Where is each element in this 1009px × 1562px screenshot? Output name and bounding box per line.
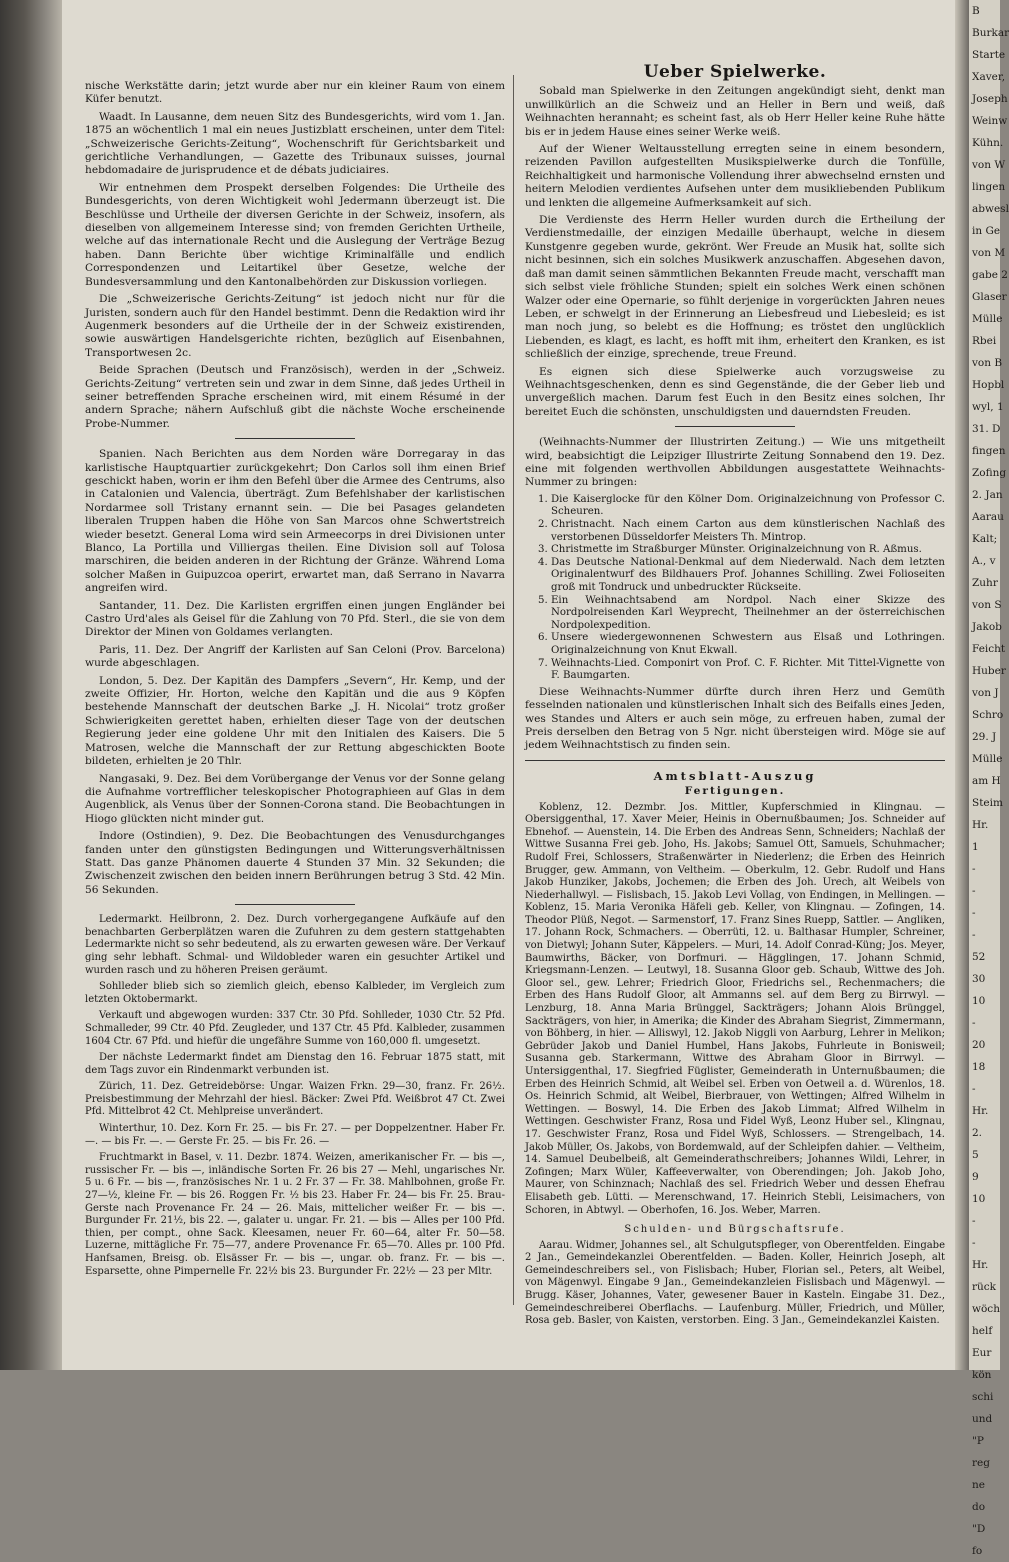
list-item: 5. Ein Weihnachtsabend am Nordpol. Nach einer Skizze des Nordpolreisenden Karl Weyprecht, Theilnehmer an der österreichischen Nordpolexpedition.: [551, 595, 945, 633]
paragraph-waadt: Waadt. In Lausanne, dem neuen Sitz des Bundesgerichts, wird vom 1. Jan. 1875 an wöchentlich 1 mal ein neues Justizblatt erscheinen, unter dem Titel: „Schweizerische Gerichts-Zeitung“, Wochenschrift für Gerichtsbarkeit und gerichtliche Verhandlungen, — Gazette des Tribunaux suisses, journal hebdomadaire de jurisprudence et de débats judiciaires.: [85, 110, 505, 177]
list-item: 6. Unsere wiedergewonnenen Schwestern aus Elsaß und Lothringen. Originalzeichnung von Knut Ekwall.: [551, 632, 945, 657]
edge-text-fragment: -: [972, 1237, 976, 1249]
edge-text-fragment: fo: [972, 1545, 983, 1557]
separator-rule: [235, 438, 355, 439]
edge-text-fragment: kön: [972, 1369, 992, 1381]
edge-text-fragment: -: [972, 1083, 976, 1095]
edge-text-fragment: von B: [972, 357, 1003, 369]
separator-rule: [525, 760, 945, 761]
list-item: 3. Christmette im Straßburger Münster. Originalzeichnung von R. Aßmus.: [551, 544, 945, 557]
paragraph-paris: Paris, 11. Dez. Der Angriff der Karlisten auf San Celoni (Prov. Barcelona) wurde abgeschlagen.: [85, 643, 505, 670]
edge-text-fragment: 2.: [972, 1127, 983, 1139]
paragraph: nische Werkstätte darin; jetzt wurde aber nur ein kleiner Raum von einem Küfer benutzt.: [85, 80, 505, 106]
edge-text-fragment: rück: [972, 1281, 997, 1293]
binding-gutter: [0, 0, 62, 1370]
paragraph-zuerich: Zürich, 11. Dez. Getreidebörse: Ungar. Waizen Frkn. 29—30, franz. Fr. 26½. Preisbestimmung der Mehrzahl der hiesl. Bäcker: Zwei Pfd. Weißbrot 47 Ct. Zwei Pfd. Mittelbrot 42 Ct. Mehlpreise unverändert.: [85, 1081, 505, 1118]
edge-text-fragment: von J: [972, 687, 999, 699]
edge-text-fragment: Rbei: [972, 335, 997, 347]
edge-text-fragment: Hr.: [972, 1259, 989, 1271]
paragraph: Beide Sprachen (Deutsch und Französisch), werden in der „Schweiz. Gerichts-Zeitung“ vertreten sein und zwar in dem Sinne, daß jedes Urtheil in seiner betreffenden Sprache erscheinen wird, mit einem Résumé in der andern Sprache; nähern Aufschluß gibt die nächste Woche erscheinende Probe-Nummer.: [85, 364, 505, 430]
edge-text-fragment: -: [972, 1215, 976, 1227]
section-heading: Amtsblatt-Auszug: [653, 768, 817, 783]
edge-text-fragment: Hr.: [972, 819, 989, 831]
paragraph: Es eignen sich diese Spielwerke auch vorzugsweise zu Weihnachtsgeschenken, denn es sind Gegenstände, die der Geber lieb und unvergeßlich machen. Darum fest Euch in den Besitz eines solchen, Ihr bereitet Euch die schönsten, unschuldigsten und dauerndsten Freuden.: [525, 365, 945, 418]
adjacent-page-edge: [969, 0, 1009, 1557]
edge-text-fragment: von M: [972, 247, 1006, 259]
edge-text-fragment: Starte: [972, 49, 1006, 61]
edge-text-fragment: Steim: [972, 797, 1003, 809]
edge-text-fragment: wöch: [972, 1303, 1000, 1315]
edge-text-fragment: 31. D: [972, 423, 1001, 435]
paragraph-spanien: Spanien. Nach Berichten aus dem Norden wäre Dorregaray in das karlistische Hauptquartier zurückgekehrt; Don Carlos soll ihm einen Brief geschickt haben, worin er ihm den Befehl über die Armee des Centrums, also in Catalonien und Valencia, überträgt. Zum Befehlshaber der karlistischen Nordarmee soll Tristany ernannt sein. — Die bei Pasages gelandeten liberalen Truppen haben die Höhe von San Marcos ohne Schwertstreich wieder besetzt. General Loma wird sein Armeecorps in drei Divisionen unter Blanco, La Portilla und Villiergas theilen. Eine Division soll auf Tolosa marschiren, die beiden anderen in der Richtung der Gränze. Während Loma solcher Maßen in Guipuzcoa operirt, erwartet man, daß Serrano in Navarra angreifen wird.: [85, 448, 505, 595]
separator-rule: [675, 426, 795, 427]
paragraph-fruchtmarkt: Fruchtmarkt in Basel, v. 11. Dezbr. 1874. Weizen, amerikanischer Fr. — bis —, russischer Fr. — bis —, inländische Sorten Fr. 26 bis 27 — Mehl, ungarisches Nr. 5 u. 6 Fr. — bis —, französisches Nr. 1 u. 2 Fr. 37 — Fr. 38. Mahlbohnen, große Fr. 27—½, kleine Fr. — bis 26. Roggen Fr. ½ bis 23. Haber Fr. 24— bis Fr. 25. Brau-Gerste nach Provenance Fr. 24 — 26. Mais, mittelicher weißer Fr. — bis —. Burgunder Fr. 21½, bis 22. —, galater u. ungar. Fr. 21. — bis — Alles per 100 Pfd. thien, per compt., ohne Sack. Kleesamen, neuer Fr. 60—64, alter Fr. 50—58. Luzerne, mittägliche Fr. 75—77, andere Provenance Fr. 65—70. Alles pr. 100 Pfd. Hanfsamen, Breisg. ob. Elsässer Fr. — bis —, ungar. ob. franz. Fr. — bis —. Esparsette, ohne Pimpernelle Fr. 22½ bis 23. Burgunder Fr. 22½ — 23 per Mltr.: [85, 1152, 505, 1277]
column-divider: [513, 75, 514, 1305]
right-column: [525, 62, 946, 1332]
edge-text-fragment: do: [972, 1501, 986, 1513]
edge-text-fragment: 52: [972, 951, 986, 963]
paragraph-indore: Indore (Ostindien), 9. Dez. Die Beobachtungen des Venusdurchganges fanden unter den günstigsten Bedingungen und Witterungsverhältnissen Statt. Das ganze Phänomen dauerte 4 Stunden 37 Min. 32 Sekunden; die Zwischenzeit zwischen den beiden innern Berührungen betrug 3 Std. 42 Min. 56 Sekunden.: [85, 830, 505, 896]
edge-text-fragment: Aarau: [972, 511, 1004, 523]
edge-text-fragment: -: [972, 907, 976, 919]
edge-text-fragment: Zofing: [972, 467, 1007, 479]
edge-text-fragment: 29. J: [972, 731, 997, 743]
edge-text-fragment: 2. Jan: [972, 489, 1003, 501]
edge-text-fragment: und: [972, 1413, 993, 1425]
edge-text-fragment: -: [972, 863, 976, 875]
edge-text-fragment: 30: [972, 973, 986, 985]
list-item: 2. Christnacht. Nach einem Carton aus dem künstlerischen Nachlaß des verstorbenen Düsseldorfer Meisters Th. Mintrop.: [551, 519, 945, 544]
paragraph-fertigungen: Koblenz, 12. Dezmbr. Jos. Mittler, Kupferschmied in Klingnau. — Obersiggenthal, 17. Xaver Meier, Heinis in Obernußbaumen; Jos. Schneider auf Ebnehof. — Auenstein, 14. Die Erben des Andreas Senn, Schneiders; Nachlaß der Wittwe Susanna Frei geb. Joho, Hs. Jakobs; Samuel Ott, Samuels, Schuhmacher; Rudolf Frei, Schlossers, Straßenwärter in Niederlenz; die Erben des Heinrich Brugger, gew. Ammann, von Veltheim. — Oberkulm, 12. Gebr. Rudolf und Hans Jakob Hunziker, Jakobs, Jochemen; die Erben des Joh. Urech, alt Weibels von Niederhallwyl. — Fislisbach, 15. Jakob Levi Vollag, von Endingen, in Mellingen. — Koblenz, 15. Maria Veronika Häfeli geb. Keller, von Klingnau. — Zofingen, 14. Theodor Plüß, Negot. — Sarmenstorf, 17. Franz Sines Ruepp, Sattler. — Angliken, 17. Johann Rock, Schmachers. — Oberrüti, 12. u. Balthasar Humpler, Schreiner, von Dietwyl; Johann Suter, Käppelers. — Muri, 14. Adolf Conrad-Küng; Jos. Meyer, Baumwirths, Bäcker, von Dorfmuri. — Hägglingen, 17. Johann Schmid, Kriegsmann-Lenzen. — Leutwyl, 18. Susanna Gloor geb. Schaub, Wittwe des Joh. Gloor sel., gew. Lehrer; Friedrich Gloor, Friedrichs sel., Rechenmachers; die Erben des Hans Rudolf Gloor, alt Ammanns sel. auf dem Berg zu Birrwyl. — Lenzburg, 18. Anna Maria Brünggel, Sackträgers; Johann Alois Brünggel, Sackträgers, von hier, in Amerika; die Kinder des Abraham Siegrist, Zimmermann, von Böhberg, in hier. — Alliswyl, 12. Jakob Niggli von Aarburg, Lehrer in Melikon; Gebrüder Jakob und Daniel Humbel, Hans Jakobs, Fuhrleute in Bonisweil; Susanna geb. Starkermann, Wittwe des Abraham Gloor in Birrwyl. — Untersiggenthal, 17. Siegfried Füglister, Gemeinderath in Unternußbaumen; die Erben des Heinrich Schmid, alt Weibel sel. Erben von Oetweil a. d. Würenlos, 18. Os. Heinrich Schmid, alt Weibel, Bierbrauer, von Wettingen; Alfred Wilhelm in Wettingen. — Boswyl, 14. Die Erben des Jakob Limmat; Alfred Wilhelm in Wettingen. Geschwister Franz, Rosa und Fidel Wyß, Leonz Huber sel., Klingnau, 17. Geschwister Franz, Rosa und Fidel Wyß, Schlossers. — Strengelbach, 14. Jakob Müller, Os. Jakobs, von Bordemwald, auf der Schleipfen dahier. — Veltheim, 14. Samuel Deubelbeiß, alt Gemeinderathschreibers; Johannes Wildi, Lehrer, in Zofingen; Marx Wüler, Kaffeeverwalter, von Oberendingen; Joh. Jakob Joho, Maurer, von Schinznach; Nachlaß des sel. Friedrich Weber und dessen Ehefrau Elisabeth geb. Lütti. — Merenschwand, 17. Heinrich Stebli, Leisimachers, von Schoren, in Abtwyl. — Oberhofen, 16. Jos. Weber, Marren.: [525, 801, 946, 1216]
paragraph: Der nächste Ledermarkt findet am Dienstag den 16. Februar 1875 statt, mit dem Tags zuvor ein Rindenmarkt verbunden ist.: [85, 1052, 505, 1076]
section-subheading: Schulden- und Bürgschaftsrufe.: [624, 1224, 846, 1236]
edge-text-fragment: Glaser: [972, 291, 1007, 303]
edge-text-fragment: -: [972, 1017, 976, 1029]
paragraph: Die „Schweizerische Gerichts-Zeitung“ ist jedoch nicht nur für die Juristen, sondern auch für den Handel bestimmt. Denn die Redaktion wird ihr Augenmerk besonders auf die Urtheile der in der Schweiz existirenden, sowie auswärtigen Handelsgerichte richten, bezüglich auf Eisenbahnen, Transportwesen 2c.: [85, 293, 505, 359]
list-item: 7. Weihnachts-Lied. Componirt von Prof. C. F. Richter. Mit Tittel-Vignette von F. Baumgarten.: [551, 658, 945, 683]
edge-text-fragment: Kalt;: [972, 533, 998, 545]
edge-text-fragment: Joseph: [972, 93, 1008, 105]
edge-text-fragment: Feicht: [972, 643, 1006, 655]
edge-text-fragment: A., v: [972, 555, 996, 567]
edge-text-fragment: Mülle: [972, 753, 1003, 765]
edge-text-fragment: 10: [972, 995, 986, 1007]
edge-text-fragment: 18: [972, 1061, 986, 1073]
edge-text-fragment: von S: [972, 599, 1002, 611]
edge-text-fragment: 20: [972, 1039, 986, 1051]
paragraph-santander: Santander, 11. Dez. Die Karlisten ergriffen einen jungen Engländer bei Castro Urd'ales als Geisel für die Zahlung von 70 Pfd. Sterl., die sie von dem Direktor der Minen von Goldames verlangten.: [85, 599, 505, 639]
paragraph: Wir entnehmen dem Prospekt derselben Folgendes: Die Urtheile des Bundesgerichts, von deren Wichtigkeit wohl Jedermann überzeugt ist. Die Beschlüsse und Urtheile der diversen Gerichte in der Schweiz, insofern, als dieselben von allgemeinem Interesse sind; von fremden Gerichten Urtheile, welche auf das internationale Recht und die Auslegung der Verträge Bezug haben. Dann Berichte über wichtige Kriminalfälle und endlich Correspondenzen und Leitartikel über Gesetze, welche der Bundesversammlung und den Kantonalbehörden zur Diskussion vorliegen.: [85, 181, 505, 288]
edge-text-fragment: Burkar: [972, 27, 1009, 39]
edge-text-fragment: Jakob: [972, 621, 1002, 633]
edge-text-fragment: Schro: [972, 709, 1004, 721]
edge-text-fragment: wyl, 1: [972, 401, 1004, 413]
edge-text-fragment: abwesl: [972, 203, 1009, 215]
edge-text-fragment: Kühn.: [972, 137, 1004, 149]
page-fold-shadow: [955, 0, 969, 1370]
edge-text-fragment: 10: [972, 1193, 986, 1205]
edge-text-fragment: B: [972, 5, 980, 17]
paragraph-weihnachts-nummer: (Weihnachts-Nummer der Illustrirten Zeitung.) — Wie uns mitgetheilt wird, beabsichtigt die Leipziger Illustrirte Zeitung Sonnabend den 19. Dez. eine mit folgenden werthvollen Abbildungen ausgestattete Weihnachts-Nummer zu bringen:: [525, 436, 945, 489]
edge-text-fragment: Huber: [972, 665, 1006, 677]
paragraph: Sobald man Spielwerke in den Zeitungen angekündigt sieht, denkt man unwillkürlich an die Schweiz und an Heller in Bern und weiß, daß Weihnachten herannaht; es scheint fast, als ob Herr Heller keine Ruhe hätte bis er in jedem Hause eines seiner Werke weiß.: [525, 85, 945, 138]
separator-rule: [235, 904, 355, 905]
paragraph: Die Verdienste des Herrn Heller wurden durch die Ertheilung der Verdienstmedaille, der einzigen Medaille überhaupt, welche in diesem Kunstgenre gegeben wurde, gekrönt. Wer Freude an Musik hat, sollte sich nicht besinnen, sich ein solches Musikwerk anzuschaffen. Abgesehen davon, daß man damit seinen sämmtlichen Bekannten Freude macht, verschafft man sich selbst viele fröhliche Stunden; spielt ein solches Werk einen schönen Walzer oder eine Opernarie, so fühlt derjenige in vorgerückten Jahren neues Leben, er schwelgt in der Erinnerung an Liebesfreud und Liebesleid; es ist man noch jung, so belebt es die Hoffnung; es tröstet den unglücklich Liebenden, es klagt, es lacht, es hofft mit ihm, erheitert den Kranken, es ist schließlich der einzige, sprechende, treue Freund.: [525, 214, 945, 361]
edge-text-fragment: ne: [972, 1479, 985, 1491]
paragraph: Diese Weihnachts-Nummer dürfte durch ihren Herz und Gemüth fesselnden nationalen und künstlerischen Inhalt sich des Beifalls eines Jeden, wes Standes und Alters er auch sein möge, zu erfreuen haben, zumal der Preis derselben den Betrag von 5 Ngr. nicht übersteigen wird. Möge sie auf jedem Weihnachtstisch zu finden sein.: [525, 685, 945, 752]
paragraph-schulden: Aarau. Widmer, Johannes sel., alt Schulgutspfleger, von Oberentfelden. Eingabe 2 Jan., Gemeindekanzlei Oberentfelden. — Baden. Koller, Heinrich Joseph, alt Gemeindeschreibers sel., von Fislisbach; Huber, Florian sel., Peters, alt Weibel, von Mägenwyl. Eingabe 9 Jan., Gemeindekanzleien Fislisbach und Mägenwyl. — Brugg. Käser, Johannes, Vater, gewesener Bauer in Kasteln. Eingabe 31. Dez., Gemeindeschreiberei Oberflachs. — Laufenburg. Müller, Friedrich, und Müller, Rosa geb. Basler, von Kaisten, verstorben. Eing. 3 Jan., Gemeindekanzlei Kaisten.: [525, 1239, 945, 1327]
edge-text-fragment: Hopbl: [972, 379, 1005, 391]
paragraph: Auf der Wiener Weltausstellung erregten seine in einem besondern, reizenden Pavillon aufgestellten Musikspielwerke durch die Tonfülle, Reichhaltigkeit und harmonische Vollendung ihrer abwechselnd ernsten und heitern Melodien verdientes Aufsehen unter dem musikliebenden Publikum und lenkten die allgemeine Aufmerksamkeit auf sich.: [525, 143, 945, 209]
edge-text-fragment: "D: [972, 1523, 986, 1535]
left-column: [85, 80, 505, 1282]
edge-text-fragment: Eur: [972, 1347, 992, 1359]
edge-text-fragment: fingen: [972, 445, 1006, 457]
edge-text-fragment: 1: [972, 841, 979, 853]
article-title: Ueber Spielwerke.: [643, 62, 827, 82]
edge-text-fragment: Xaver,: [972, 71, 1006, 83]
edge-text-fragment: 9: [972, 1171, 979, 1183]
edge-text-fragment: in Ge: [972, 225, 1001, 237]
edge-text-fragment: lingen: [972, 181, 1006, 193]
paragraph: Verkauft und abgewogen wurden: 337 Ctr. 30 Pfd. Sohlleder, 1030 Ctr. 52 Pfd. Schmalleder, 99 Ctr. 40 Pfd. Zeugleder, und 137 Ctr. 45 Pfd. Kalbleder, zusammen 1604 Ctr. 67 Pfd. und hiefür die ungefähre Summe von 160,000 fl. umgesetzt.: [85, 1010, 505, 1047]
list-item: 1. Die Kaiserglocke für den Kölner Dom. Originalzeichnung von Professor C. Scheuren.: [551, 494, 945, 519]
edge-text-fragment: von W: [972, 159, 1006, 171]
edge-text-fragment: "P: [972, 1435, 984, 1447]
paragraph-nangasaki: Nangasaki, 9. Dez. Bei dem Vorübergange der Venus vor der Sonne gelang die Aufnahme vortrefflicher teleskopischer Photographieen auf Glas in dem Augenblick, als Venus über der Sonnen-Corona stand. Die Beobachtungen in Hiogo glückten nicht minder gut.: [85, 772, 505, 825]
illustration-list: [525, 494, 945, 683]
paragraph-ledermarkt: Ledermarkt. Heilbronn, 2. Dez. Durch vorhergegangene Aufkäufe auf den benachbarten Gerberplätzen waren die Zufuhren zu dem gestern stattgehabten Ledermarkte nicht so sehr bedeutend, als zu erwarten gewesen wäre. Der Verkauf ging sehr lebhaft. Schmal- und Wildobleder waren ein gesuchter Artikel und wurden rasch und zu höheren Preisen geräumt.: [85, 914, 505, 976]
edge-text-fragment: Hr.: [972, 1105, 989, 1117]
edge-text-fragment: schi: [972, 1391, 994, 1403]
paragraph-winterthur: Winterthur, 10. Dez. Korn Fr. 25. — bis Fr. 27. — per Doppelzentner. Haber Fr. —. — bis Fr. —. — Gerste Fr. 25. — bis Fr. 26. —: [85, 1123, 505, 1147]
paragraph-london: London, 5. Dez. Der Kapitän des Dampfers „Severn“, Hr. Kemp, und der zweite Offizier, Hr. Horton, welche den Kapitän und die aus 9 Köpfen bestehende Mannschaft der deutschen Barke „J. H. Nicolai“ trotz großer Schwierigkeiten gerettet haben, erhielten dieser Tage von der deutschen Regierung jeder eine goldene Uhr mit den Initialen des Kaisers. Die 5 Matrosen, welche die Mannschaft der zur Rettung abgeschickten Boote bildeten, erhielten je 20 Thlr.: [85, 674, 505, 768]
section-subheading: Fertigungen.: [684, 785, 786, 798]
edge-text-fragment: helf: [972, 1325, 993, 1337]
list-item: 4. Das Deutsche National-Denkmal auf dem Niederwald. Nach dem letzten Originalentwurf des Bildhauers Prof. Johannes Schilling. Zwei Folioseiten groß mit Tondruck und unbedruckter Rückseite.: [551, 557, 945, 595]
edge-text-fragment: gabe 2: [972, 269, 1008, 281]
edge-text-fragment: -: [972, 929, 976, 941]
edge-text-fragment: am H: [972, 775, 1001, 787]
edge-text-fragment: Mülle: [972, 313, 1003, 325]
edge-text-fragment: -: [972, 885, 976, 897]
edge-text-fragment: Zuhr: [972, 577, 998, 589]
paragraph: Sohlleder blieb sich so ziemlich gleich, ebenso Kalbleder, im Vergleich zum letzten Oktobermarkt.: [85, 981, 505, 1005]
edge-text-fragment: Weinw: [972, 115, 1008, 127]
edge-text-fragment: reg: [972, 1457, 990, 1469]
edge-text-fragment: 5: [972, 1149, 979, 1161]
